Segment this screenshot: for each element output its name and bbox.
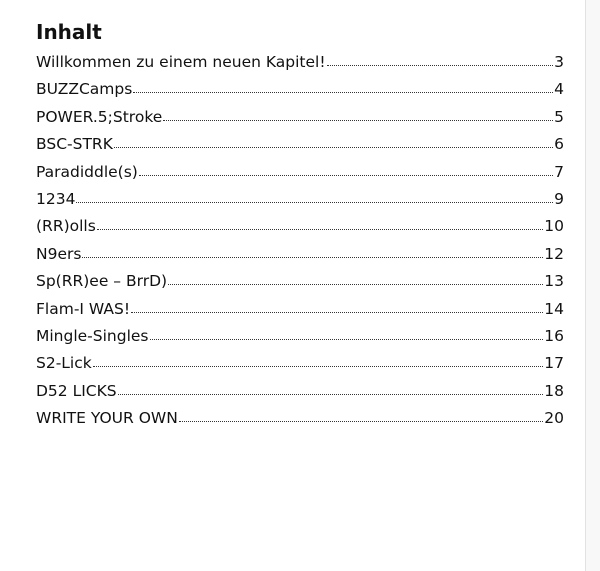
toc-dot-leader <box>76 201 553 203</box>
toc-entry[interactable] <box>36 80 564 107</box>
toc-entry[interactable] <box>36 327 564 354</box>
toc-entry-page-number: 16 <box>544 326 564 345</box>
toc-entry-title: (RR)olls <box>36 217 96 236</box>
toc-entry-title: WRITE YOUR OWN <box>36 409 178 428</box>
toc-entry[interactable] <box>36 53 564 80</box>
toc-entry-title: BUZZCamps <box>36 80 133 99</box>
toc-entry-page-number: 13 <box>544 272 564 291</box>
toc-dot-leader <box>133 91 553 93</box>
toc-entry[interactable] <box>36 300 564 327</box>
toc-entry[interactable] <box>36 108 564 135</box>
toc-entry-title: Paradiddle(s) <box>36 162 138 181</box>
toc-entry[interactable] <box>36 354 564 381</box>
toc-entry-page-number: 20 <box>544 409 564 428</box>
table-of-contents <box>36 53 564 436</box>
toc-entry[interactable] <box>36 272 564 299</box>
toc-entry-title: Willkommen zu einem neuen Kapitel! <box>36 53 326 71</box>
toc-entry-page-number: 9 <box>554 189 564 208</box>
toc-entry[interactable] <box>36 135 564 162</box>
toc-entry-title: Mingle-Singles <box>36 326 149 345</box>
toc-entry-page-number: 14 <box>544 299 564 318</box>
toc-entry-title: 1234 <box>36 189 76 208</box>
toc-dot-leader <box>114 146 553 148</box>
toc-dot-leader <box>82 256 543 258</box>
toc-dot-leader <box>139 174 553 176</box>
toc-heading: Inhalt <box>36 20 102 44</box>
toc-dot-leader <box>150 338 544 340</box>
toc-entry-page-number: 12 <box>544 244 564 263</box>
toc-entry-title: BSC-STRK <box>36 135 113 154</box>
toc-entry-page-number: 6 <box>554 135 564 154</box>
toc-entry-title: N9ers <box>36 244 82 263</box>
toc-entry[interactable] <box>36 190 564 217</box>
toc-entry-title: POWER.5;Stroke <box>36 107 163 126</box>
toc-entry-page-number: 3 <box>554 53 564 71</box>
toc-entry-page-number: 18 <box>544 381 564 400</box>
toc-dot-leader <box>97 228 543 230</box>
toc-entry[interactable] <box>36 382 564 409</box>
toc-entry-page-number: 17 <box>544 354 564 373</box>
toc-entry-page-number: 7 <box>554 162 564 181</box>
toc-entry[interactable] <box>36 409 564 436</box>
toc-dot-leader <box>118 393 544 395</box>
toc-dot-leader <box>168 283 543 285</box>
toc-entry[interactable] <box>36 217 564 244</box>
toc-entry-title: Flam-I WAS! <box>36 299 131 318</box>
toc-entry-page-number: 10 <box>544 217 564 236</box>
toc-entry-page-number: 5 <box>554 107 564 126</box>
toc-dot-leader <box>179 420 543 422</box>
toc-entry-title: Sp(RR)ee – BrrD) <box>36 272 168 291</box>
toc-entry-title: D52 LICKS <box>36 381 117 400</box>
toc-entry-page-number: 4 <box>554 80 564 99</box>
toc-entry-title: S2-Lick <box>36 354 92 373</box>
toc-dot-leader <box>163 119 553 121</box>
toc-dot-leader <box>93 365 544 367</box>
toc-dot-leader <box>131 311 543 313</box>
toc-dot-leader <box>327 64 554 66</box>
toc-entry[interactable] <box>36 163 564 190</box>
toc-entry[interactable] <box>36 245 564 272</box>
